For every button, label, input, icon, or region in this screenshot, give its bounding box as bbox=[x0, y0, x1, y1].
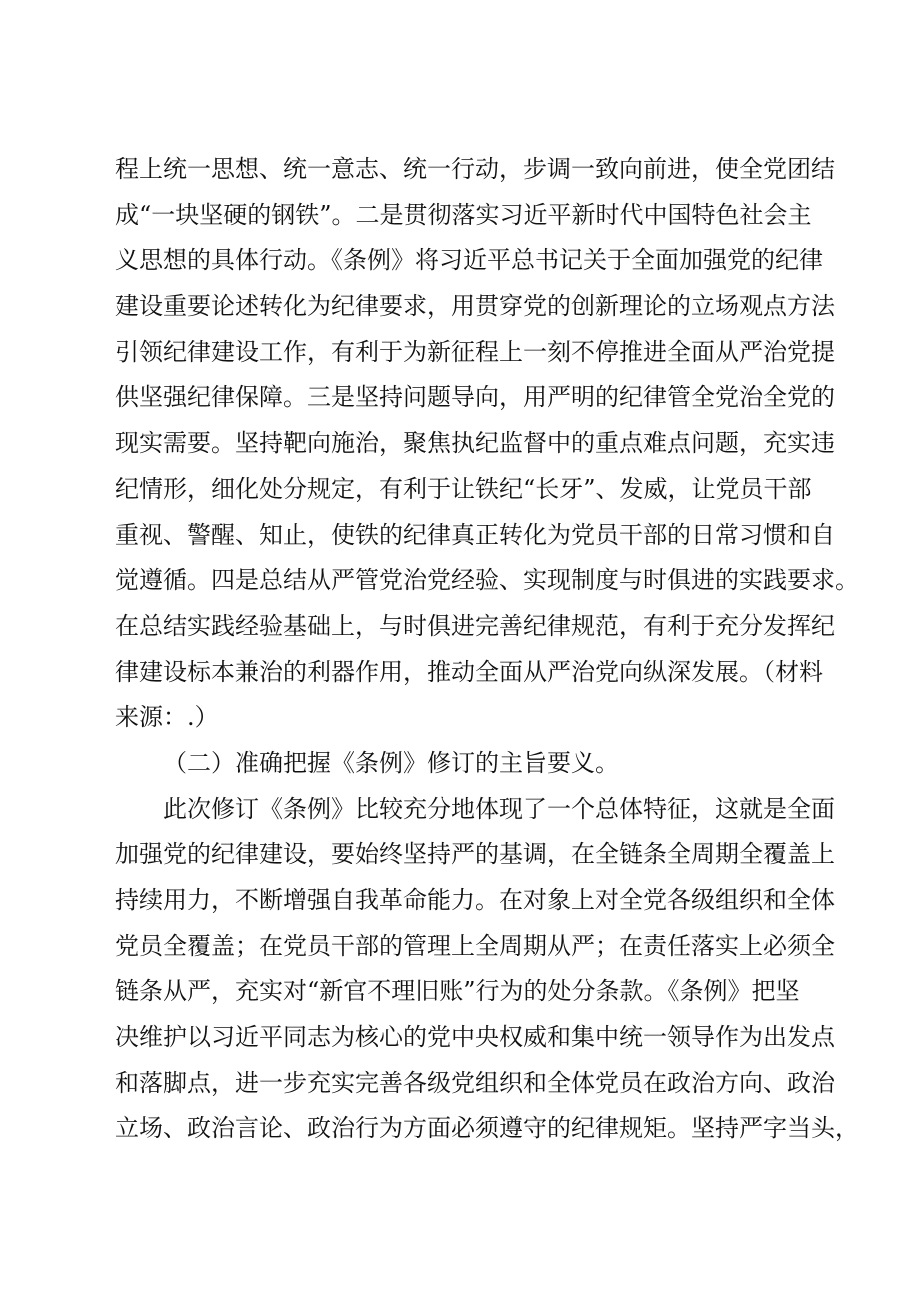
paragraph-first-line: 此次修订《条例》比较充分地体现了一个总体特征，这就是全面 bbox=[163, 794, 835, 823]
text-line: 律建设标本兼治的利器作用，推动全面从严治党向纵深发展。（材料 bbox=[115, 657, 823, 686]
text-line: 现实需要。坚持靶向施治，聚焦执纪监督中的重点难点问题，充实违 bbox=[115, 429, 835, 458]
text-line: 引领纪律建设工作，有利于为新征程上一刻不停推进全面从严治党提 bbox=[115, 337, 835, 366]
text-line: 义思想的具体行动。《条例》将习近平总书记关于全面加强党的纪律 bbox=[115, 246, 823, 275]
text-line: 持续用力，不断增强自我革命能力。在对象上对全党各级组织和全体 bbox=[115, 886, 835, 914]
text-line: 建设重要论述转化为纪律要求，用贯穿党的创新理论的立场观点方法 bbox=[115, 292, 835, 321]
text-line: 加强党的纪律建设，要始终坚持严的基调，在全链条全周期全覆盖上 bbox=[115, 840, 835, 869]
text-line: 纪情形，细化处分规定，有利于让铁纪“长牙”、发威，让党员干部 bbox=[115, 474, 812, 503]
text-line: 决维护以习近平同志为核心的党中央权威和集中统一领导作为出发点 bbox=[115, 1023, 835, 1052]
text-line: 在总结实践经验基础上，与时俱进完善纪律规范，有利于充分发挥纪 bbox=[115, 611, 835, 640]
text-line: 供坚强纪律保障。三是坚持问题导向，用严明的纪律管全党治全党的 bbox=[115, 383, 835, 412]
text-line: 成“一块坚硬的钢铁”。二是贯彻落实习近平新时代中国特色社会主 bbox=[115, 200, 812, 229]
text-line: 立场、政治言论、政治行为方面必须遵守的纪律规矩。坚持严字当头， bbox=[115, 1114, 859, 1143]
text-line: 来源：.） bbox=[115, 703, 219, 732]
text-line: 链条从严，充实对“新官不理旧账”行为的处分条款。《条例》把坚 bbox=[115, 977, 800, 1006]
text-line: 重视、警醒、知止，使铁的纪律真正转化为党员干部的日常习惯和自 bbox=[115, 520, 835, 549]
text-line: 觉遵循。四是总结从严管党治党经验、实现制度与时俱进的实践要求。 bbox=[115, 566, 859, 595]
text-line: 和落脚点，进一步充实完善各级党组织和全体党员在政治方向、政治 bbox=[115, 1068, 835, 1097]
document-body bbox=[115, 147, 859, 1152]
section-heading: （二）准确把握《条例》修订的主旨要义。 bbox=[163, 748, 619, 777]
text-line: 程上统一思想、统一意志、统一行动，步调一致向前进，使全党团结 bbox=[115, 155, 835, 183]
text-line: 党员全覆盖；在党员干部的管理上全周期从严；在责任落实上必须全 bbox=[115, 931, 835, 960]
